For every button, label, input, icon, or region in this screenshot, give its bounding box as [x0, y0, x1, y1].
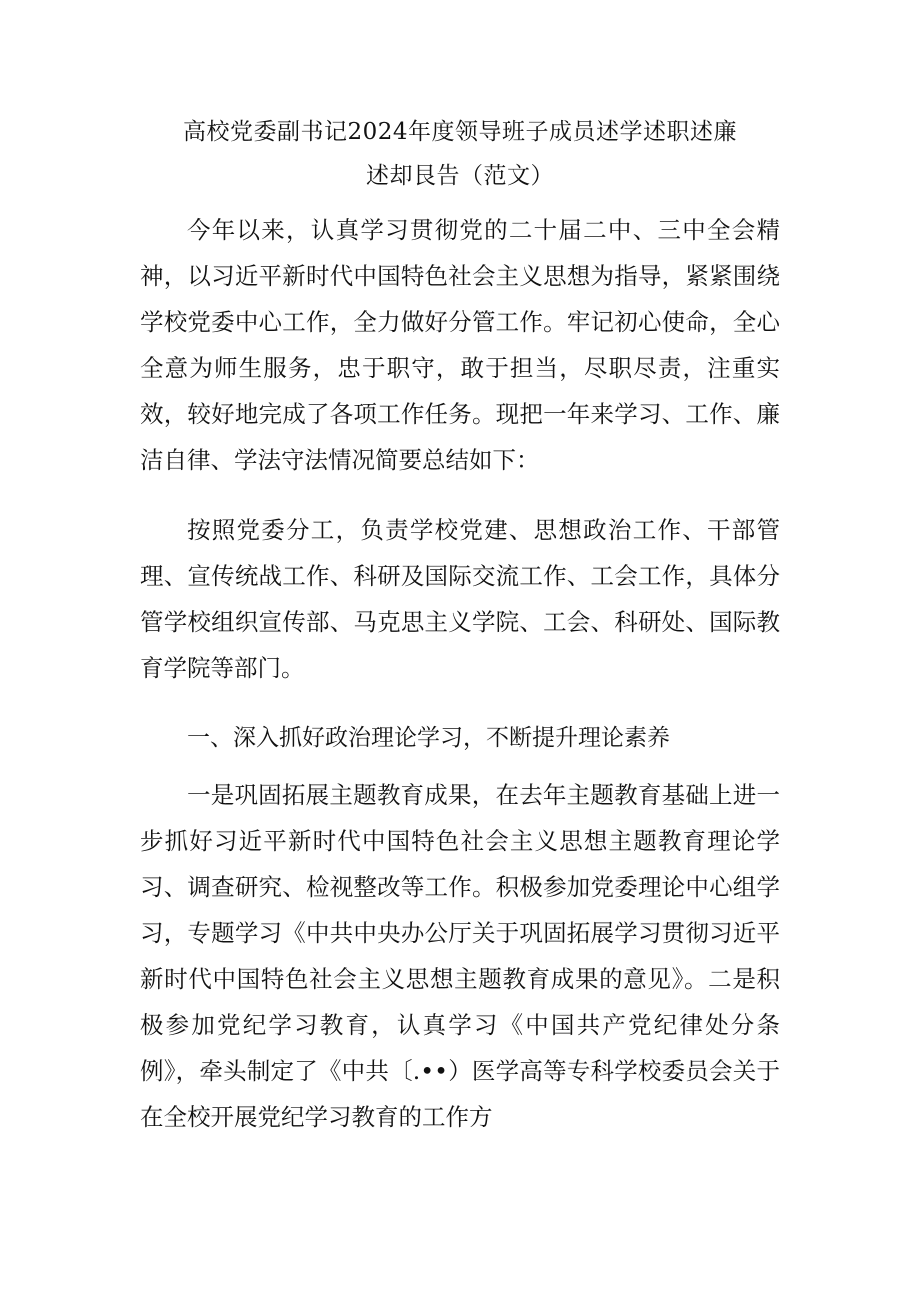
responsibility-paragraph: 按照党委分工，负责学校党建、思想政治工作、干部管理、宣传统战工作、科研及国际交流工作、工会工作，具体分管学校组织宣传部、马克思主义学院、工会、科研处、国际教育学院等部门。 [140, 516, 780, 682]
section-1-paragraph: 一是巩固拓展主题教育成果，在去年主题教育基础上进一步抓好习近平新时代中国特色社会主义思想主题教育理论学习、调查研究、检视整改等工作。积极参加党委理论中心组学习，专题学习《中共中央办公厅关于巩固拓展学习贯彻习近平新时代中国特色社会主义思想主题教育成果的意见》。二是积极参加党纪学习教育，认真学习《中国共产党纪律处分条例》，牵头制定了《中共〔.••）医学高等专科学校委员会关于在全校开展党纪学习教育的工作方 [140, 781, 780, 1131]
title-line-1: 高校党委副书记2024年度领导班子成员述学述职述廉 [182, 119, 738, 145]
section-heading-1: 一、深入抓好政治理论学习，不断提升理论素养 [187, 725, 670, 751]
title-line-2: 述却艮告（范文） [366, 163, 554, 189]
intro-paragraph: 今年以来，认真学习贯彻党的二十届二中、三中全会精神，以习近平新时代中国特色社会主义思想为指导，紧紧围绕学校党委中心工作，全力做好分管工作。牢记初心使命，全心全意为师生服务，忠于职守，敢于担当，尽职尽责，注重实效，较好地完成了各项工作任务。现把一年来学习、工作、廉洁自律、学法守法情况简要总结如下： [140, 216, 780, 474]
document-title [140, 110, 780, 198]
